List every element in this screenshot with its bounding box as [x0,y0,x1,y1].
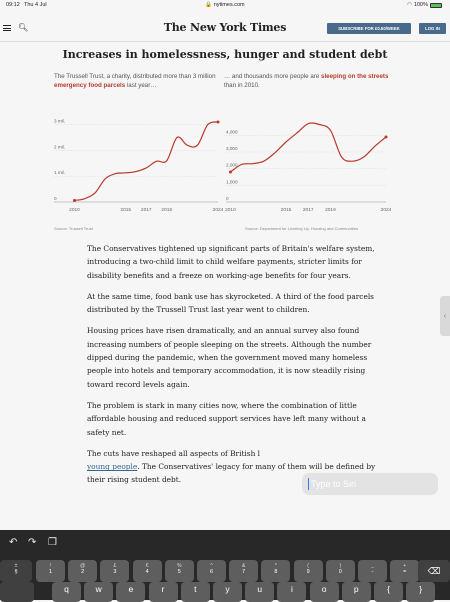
key-shift-label: ) [339,563,342,569]
key-r[interactable]: r [149,582,178,602]
key-2[interactable] [68,560,97,582]
data-point [73,199,76,202]
key-o[interactable]: o [310,582,339,602]
key-q[interactable]: q [52,582,81,602]
x-tick-label: 2024 [380,208,392,213]
key-label: 1 [48,569,53,575]
key-label: 9 [306,569,310,575]
key-label: 8 [274,569,278,575]
nyt-header [0,14,450,42]
subscribe-button[interactable]: SUBSCRIBE FOR £0.50/WEEK [327,23,411,34]
y-tick-label: 1 mil. [54,170,65,176]
paste-icon[interactable]: ❐ [48,537,57,548]
key-shift-label: * [274,563,277,569]
status-date: Thu 4 Jul [24,2,47,8]
tab-key[interactable] [0,582,34,602]
young-people-link[interactable]: young people [87,462,138,472]
paragraph-text: The cuts have reshaped all aspects of British l [87,448,261,458]
status-time: 09:12 [6,2,20,8]
type-to-siri-field[interactable] [302,473,438,495]
caption-text: last year… [125,81,157,89]
rough-sleepers-chart [222,112,390,224]
x-tick-label: 2017 [140,208,152,213]
data-point [217,121,220,124]
y-tick-label: 1,000 [226,179,238,185]
url-display[interactable]: 🔒 nytimes.com [205,2,245,8]
right-chart-caption [224,73,394,90]
caption-highlight: emergency food parcels [54,81,126,89]
key-e[interactable]: e [116,582,145,602]
article-paragraph: The Conservatives tightened up significant parts of Britain's welfare system, introducing a two-child limit to child welfare payments, stricter limits for disability benefits and a freeze on working-age benefits for four years. [87,244,375,280]
status-indicators [407,2,442,8]
on-screen-keyboard [0,530,450,600]
y-tick-label: 3,000 [226,146,238,151]
caption-text: The Trussell Trust, a charity, distributed more than 3 million [54,73,216,80]
key-label: 4 [145,569,149,575]
paragraph-text: . The Conservatives' legacy for many of them will be defined by their rising student debt. [87,462,376,485]
key-4[interactable] [133,560,162,582]
undo-icon[interactable]: ↶ [9,537,18,548]
key-shift-label: ^ [210,563,213,569]
login-button[interactable]: LOG IN [419,23,446,34]
key-u[interactable]: u [245,582,274,602]
redo-icon[interactable]: ↷ [28,537,37,548]
key-label: - [371,569,374,575]
slide-over-handle[interactable]: ‹ [440,296,450,336]
x-tick-label: 2024 [212,208,224,213]
key-label: 7 [242,569,246,575]
caption-text: than in 2010. [224,81,260,89]
series-line [230,123,386,172]
y-tick-label: 4,000 [226,129,238,135]
delete-key[interactable] [418,560,450,582]
status-bar [0,0,450,10]
caption-text: … and thousands more people are [224,73,321,80]
key-label: 2 [81,569,85,575]
right-chart-source: Source: Department for Leveling Up, Housing and Communities [245,226,358,231]
key-label: 3 [113,569,117,575]
delete-icon: ⌫ [427,566,441,576]
caption-highlight: sleeping on the streets [321,73,389,80]
y-tick-label: 2 mil. [54,144,65,150]
battery-percent: 100% [413,2,428,8]
graphic-headline: Increases in homelessness, hunger and student debt [62,48,388,61]
y-tick-label: 2,000 [226,162,238,168]
key-t[interactable]: t [181,582,210,602]
key-label: 5 [177,569,181,575]
food-parcels-chart [50,112,222,224]
key-label: 6 [209,569,214,575]
key-shift-label: % [177,563,182,569]
key-shift-label: ± [14,563,18,569]
key-label: 0 [338,569,342,575]
key-p[interactable]: p [342,582,371,602]
key-§[interactable] [0,560,32,582]
siri-placeholder: Type to Siri [311,479,357,489]
key-shift-label: + [403,563,407,569]
article-paragraph: The problem is stark in many cities now, where the combination of little affordable housing and reduced support services have left many without a safety net. [87,400,366,437]
key-shift-label: ( [307,563,309,569]
key-7[interactable] [229,560,258,582]
key-shift-label: £ [113,563,117,569]
key-1[interactable] [36,560,65,582]
data-point [229,171,232,174]
key-5[interactable] [165,560,194,582]
article-paragraph: Housing prices have risen dramatically, and an annual survey also found increasing numbers of people sleeping on the streets. Although the number dipped during the pandemic, when the government moved many homeless people into hotels and temporary accommodation, it is now steadily rising toward record levels again. [87,326,372,389]
url-text[interactable]: nytimes.com [213,2,245,8]
x-tick-label: 2015 [280,208,292,213]
key-shift-label: @ [80,563,86,569]
data-point [385,136,388,139]
key-{[interactable]: { [374,582,403,602]
key-9[interactable] [294,560,323,582]
x-tick-label: 2010 [225,208,236,213]
x-tick-label: 2015 [120,208,132,213]
key-label: § [14,569,18,575]
x-tick-label: 2019 [161,208,173,213]
search-icon[interactable]: 🔍︎ [18,23,29,32]
key-y[interactable]: y [213,582,242,602]
key--[interactable] [358,560,387,582]
key-w[interactable]: w [84,582,113,602]
x-tick-label: 2019 [325,208,336,213]
wifi-icon: ◠ [407,2,412,8]
y-tick-label: 0 [226,196,229,201]
x-tick-label: 2010 [69,208,80,213]
keyboard-toolbar [0,530,450,556]
y-tick-label: 3 mil. [54,118,65,124]
text-cursor [308,478,309,490]
battery-icon [430,3,442,8]
key-shift-label: ! [49,563,52,569]
key-3[interactable] [100,560,129,582]
key-shift-label: & [242,563,246,569]
key-}[interactable]: } [406,582,435,602]
key-8[interactable] [261,560,290,582]
x-tick-label: 2017 [302,208,314,213]
key-=[interactable] [390,560,419,582]
key-6[interactable] [197,560,226,582]
y-tick-label: 0 [54,196,57,201]
key-0[interactable] [326,560,355,582]
article-body [87,242,377,495]
left-chart-caption [54,73,224,90]
key-label: = [403,569,407,575]
series-line [75,122,219,200]
key-shift-label: € [145,563,149,569]
nyt-logo[interactable]: The New York Times [163,21,287,34]
left-chart-source: Source: Trussell Trust [54,226,93,231]
key-i[interactable]: i [277,582,306,602]
key-shift-label: _ [371,563,374,569]
article-paragraph: At the same time, food bank use has skyrocketed. A third of the food parcels distributed by the Trussell Trust last year went to children. [87,291,374,315]
